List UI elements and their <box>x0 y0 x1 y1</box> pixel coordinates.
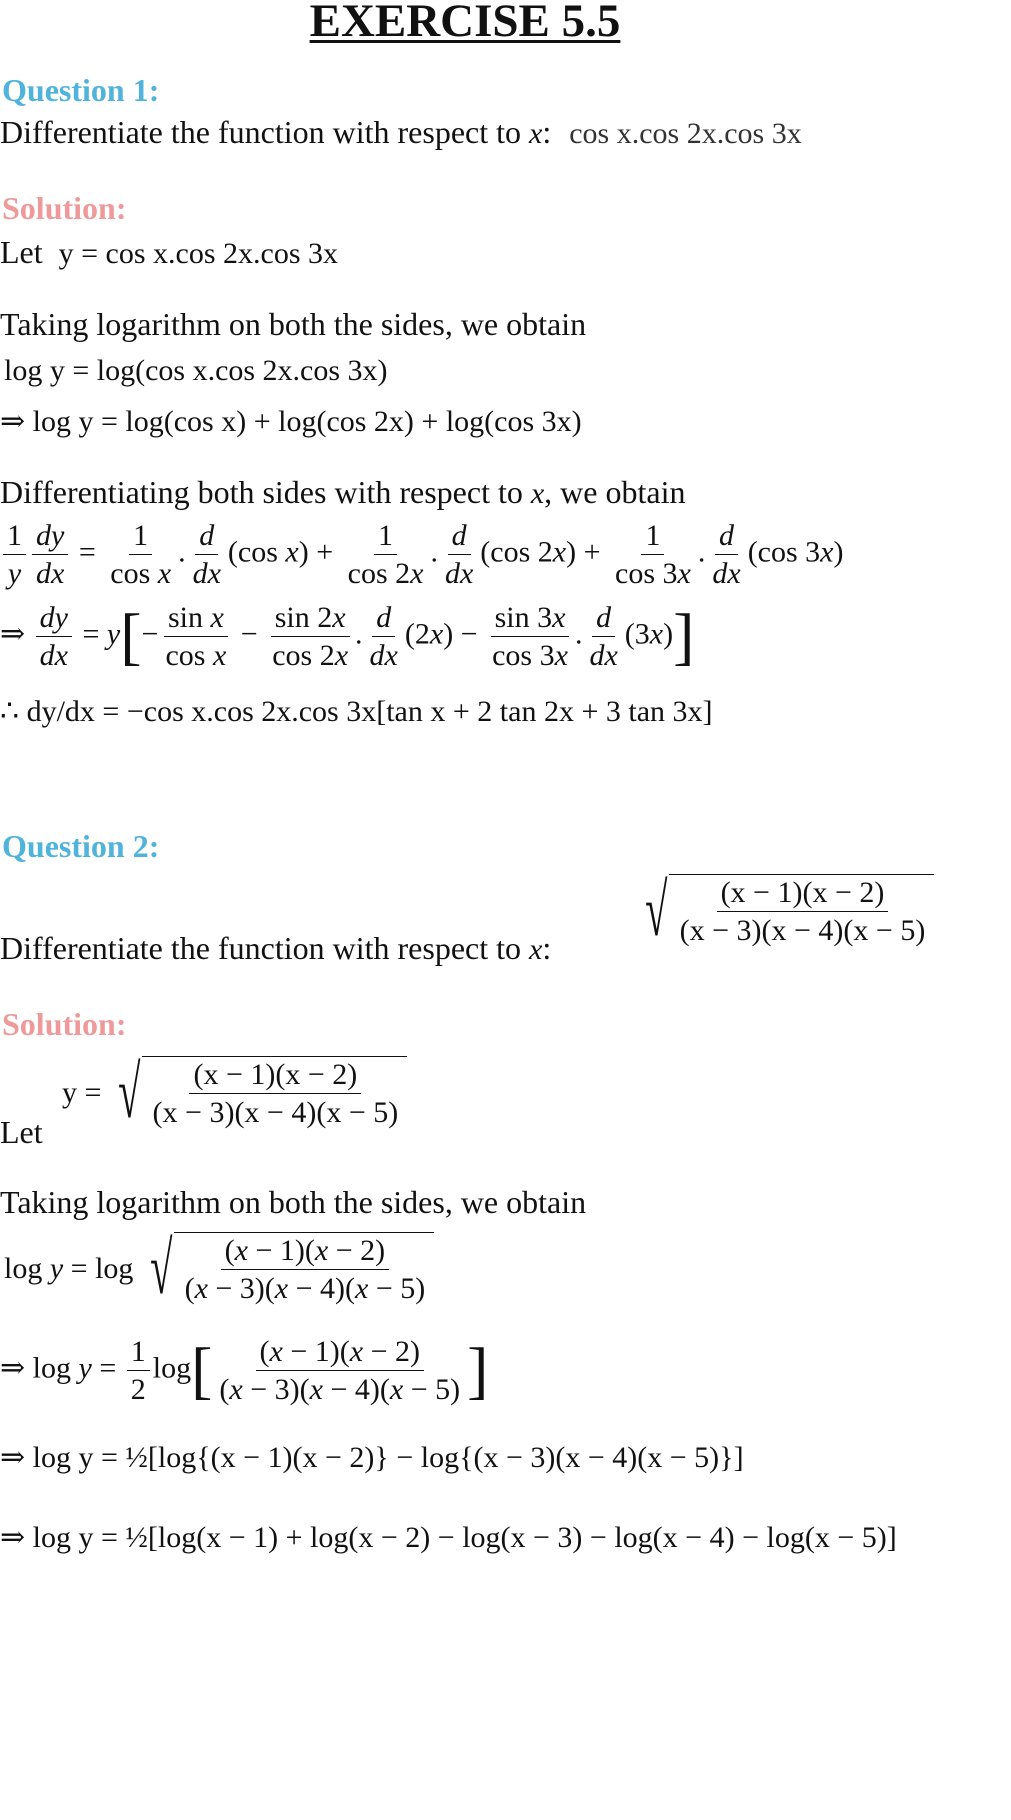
solution-2-log-intro: Taking logarithm on both the sides, we obtain <box>0 1184 587 1220</box>
question-1-prompt <box>0 114 802 151</box>
solution-2-log-line-3: ⇒ log y = ½[log{(x − 1)(x − 2)} − log{(x − 3)(x − 4)(x − 5)}] <box>0 1441 744 1474</box>
solution-1-log-intro: Taking logarithm on both the sides, we obtain <box>0 306 587 342</box>
question-2-colon: : <box>542 930 552 966</box>
question-1-heading: Question 1: <box>2 72 160 108</box>
solution-2-let-expression: y = √ $\frac{(x - 1)(x - 2)}{(x - 3)(x - 4)(x - 5)}$ <box>62 1056 407 1130</box>
q2-denominator: (x − 3)(x − 4)(x − 5) <box>679 913 926 947</box>
solution-2-log-line-4: ⇒ log y = ½[log(x − 1) + log(x − 2) − log(x − 3) − log(x − 4) − log(x − 5)] <box>0 1521 897 1554</box>
solution-2-log-line-2: ⇒ log y = $\frac{1}{2}$ log[ $\frac{(x - 1)(x - 2)}{(x - 3)(x - 4)(x - 5)}$ ] <box>0 1334 489 1406</box>
solution-2-heading: Solution: <box>2 1006 127 1042</box>
solution-2-let-word: Let <box>0 1114 43 1150</box>
diff-intro-variable: x <box>530 477 545 510</box>
question-2-prompt <box>0 930 551 967</box>
question-2-variable: x <box>529 933 543 966</box>
y-equals: y = <box>62 1076 102 1109</box>
let-word: Let <box>0 234 43 270</box>
solution-2-log-line-1: log y = log √ $\frac{(x - 1)(x - 2)}{(x - 3)(x - 4)(x - 5)}$ <box>4 1232 434 1306</box>
solution-1-diff-intro <box>0 474 685 511</box>
diff-intro-text: Differentiating both sides with respect to <box>0 474 523 510</box>
question-1-prompt-text: Differentiate the function with respect to <box>0 114 521 150</box>
solution-1-dydx-line: ⇒ $\frac{dy}{dx}$ = y[− $\frac{\text{sin x}}{\text{cos x}}$ − $\frac{\sin 2x}{\cos 2x}$ . $\frac{d}{dx}$ (2x) − $\frac{\sin 3x}{\cos 3x}$ . $\frac{d}{dx}$ (3x)] <box>0 600 695 672</box>
question-1-colon: : <box>542 114 552 150</box>
diff-intro-tail: , we obtain <box>544 474 686 510</box>
solution-1-let <box>0 234 338 271</box>
question-2-heading: Question 2: <box>2 828 160 864</box>
solution-1-derivative-line: $\frac{1}{y}$ $\frac{dy}{dx}$ = $\frac{1}{\text{cos x}}$ . $\frac{d}{dx}$ (cos x) + $\frac{1}{\cos 2x}$ . $\frac{d}{dx}$ (cos 2x) + $\frac{1}{\cos 3x}$ . $\frac{d}{dx}$ (cos 3x) <box>0 520 844 589</box>
solution-1-heading: Solution: <box>2 190 127 226</box>
s2-numerator: (x − 1)(x − 2) <box>189 1059 361 1094</box>
solution-1-final-line: ∴ dy/dx = −cos x.cos 2x.cos 3x[tan x + 2 tan 2x + 3 tan 3x] <box>0 695 713 728</box>
let-expression: y = cos x.cos 2x.cos 3x <box>58 237 339 270</box>
q2-numerator: (x − 1)(x − 2) <box>717 877 889 912</box>
solution-1-log-line-1: log y = log(cos x.cos 2x.cos 3x) <box>4 354 388 387</box>
question-1-variable: x <box>529 117 543 150</box>
solution-1-log-line-2: ⇒ log y = log(cos x) + log(cos 2x) + log(cos 3x) <box>0 405 582 438</box>
question-2-function: √ $\frac{(x - 1)(x - 2)}{(x - 3)(x - 4)(x - 5)}$ <box>636 874 934 948</box>
s2-denominator: (x − 3)(x − 4)(x − 5) <box>152 1095 399 1129</box>
question-1-function: cos x.cos 2x.cos 3x <box>569 117 802 150</box>
page-title: EXERCISE 5.5 <box>309 0 621 47</box>
question-2-prompt-text: Differentiate the function with respect to <box>0 930 521 966</box>
